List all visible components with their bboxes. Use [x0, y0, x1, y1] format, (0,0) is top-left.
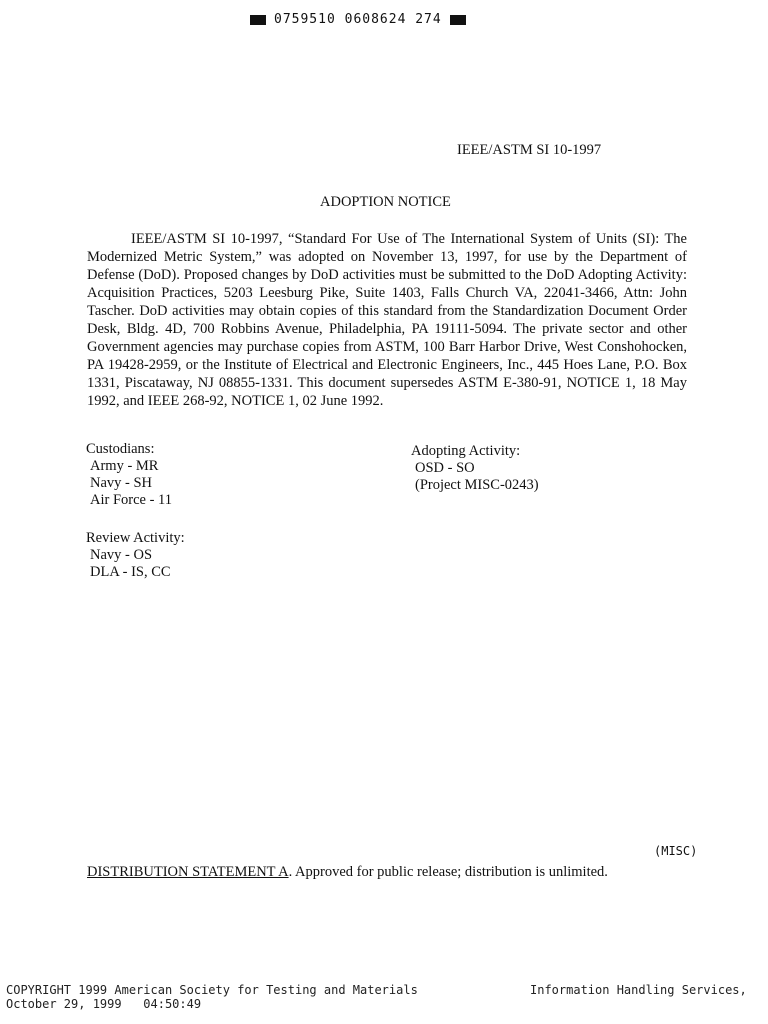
adopting-activity-item: (Project MISC-0243): [415, 477, 539, 493]
distribution-label: DISTRIBUTION STATEMENT A: [87, 864, 289, 880]
document-id: IEEE/ASTM SI 10-1997: [457, 142, 602, 158]
control-number: 0759510 0608624 274: [274, 12, 442, 27]
custodian-item: Navy - SH: [90, 475, 153, 491]
adopting-activity-block: [411, 443, 539, 494]
provider-line: Information Handling Services,: [530, 983, 747, 997]
custodian-item: Army - MR: [90, 458, 159, 474]
control-number-line: [250, 12, 466, 27]
copyright-line: COPYRIGHT 1999 American Society for Testing and Materials: [6, 983, 418, 997]
review-activity-heading: Review Activity:: [86, 530, 185, 546]
classification-code: (MISC): [654, 844, 698, 858]
custodian-item: Air Force - 11: [90, 492, 173, 508]
custodians-heading: Custodians:: [86, 441, 155, 457]
adoption-paragraph: IEEE/ASTM SI 10-1997, “Standard For Use of The International System of Units (SI): The Modernized Metric System,” was adopted on November 13, 1997, for use by the Department of Defense (DoD). Proposed changes by DoD activities must be submitted to the DoD Adopting Activity: Acquisition Practices, 5203 Leesburg Pike, Suite 1403, Falls Church VA, 22041-3466, Attn: John Tascher. DoD activities may obtain copies of this standard from the Standardization Document Order Desk, Bldg. 4D, 700 Robbins Avenue, Philadelphia, PA 19111-5094. The private sector and other Government agencies may purchase copies from ASTM, 100 Barr Harbor Drive, West Conshohocken, PA 19428-2959, or the Institute of Electrical and Electronic Engineers, Inc., 445 Hoes Lane, P.O. Box 1331, Piscataway, NJ 08855-1331. This document supersedes ASTM E-380-91, NOTICE 1, 18 May 1992, and IEEE 268-92, NOTICE 1, 02 June 1992.: [87, 231, 687, 409]
distribution-statement: [87, 864, 608, 881]
bar-block-left: [250, 15, 266, 25]
custodians-block: [86, 441, 172, 509]
bar-block-right: [450, 15, 466, 25]
review-activity-block: [86, 530, 185, 581]
footer-left: [6, 983, 418, 1011]
review-activity-item: Navy - OS: [90, 547, 153, 563]
page-title: ADOPTION NOTICE: [320, 194, 451, 210]
adopting-activity-heading: Adopting Activity:: [411, 443, 521, 459]
distribution-text: . Approved for public release; distribution is unlimited.: [288, 864, 608, 880]
timestamp-line: October 29, 1999 04:50:49: [6, 997, 202, 1011]
adopting-activity-item: OSD - SO: [415, 460, 475, 476]
review-activity-item: DLA - IS, CC: [90, 564, 171, 580]
